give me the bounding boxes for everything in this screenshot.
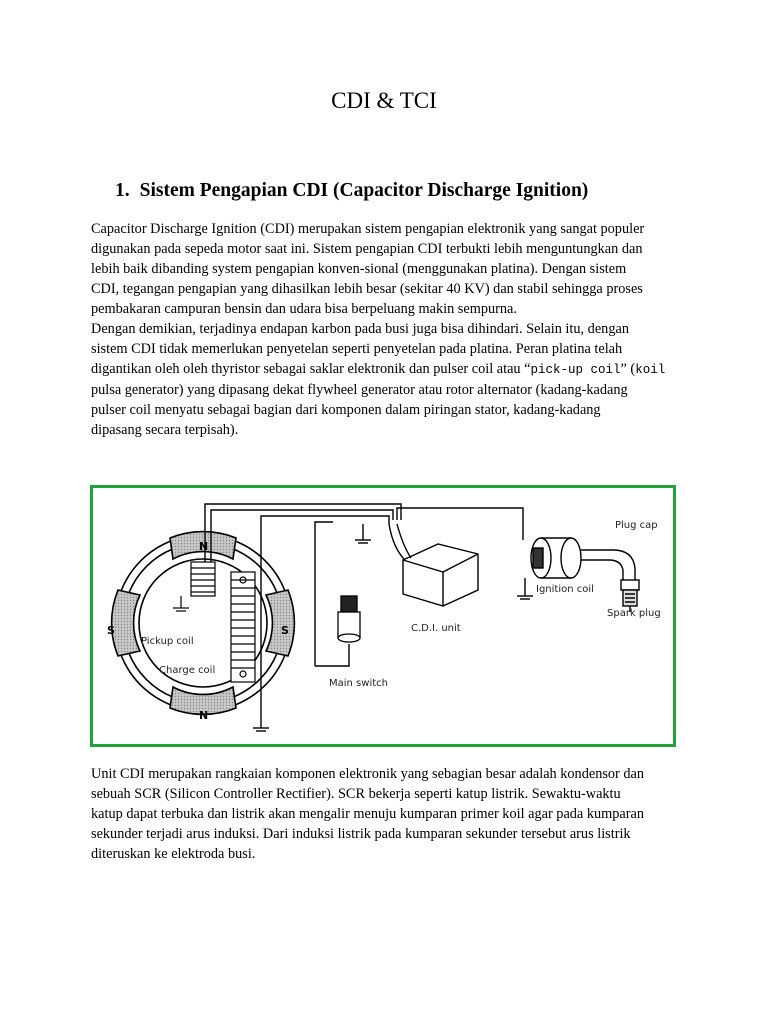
paragraph-intro <box>91 219 691 319</box>
pole-label-top: N <box>199 540 209 553</box>
paragraph-line: pembakaran campuran bensin dan udara bisa berpeluang makin sempurna. <box>91 301 517 317</box>
paragraph-line: pulser coil menyatu sebagai bagian dari komponen dalam piringan stator, kadang-kadang <box>91 402 601 418</box>
paragraph-cdi-unit <box>91 764 691 864</box>
spark-plug-shape <box>581 550 639 612</box>
paragraph-line-mixed <box>91 359 691 380</box>
section-title: Sistem Pengapian CDI (Capacitor Discharge Ignition) <box>139 180 589 201</box>
text-run: digantikan oleh oleh thyristor sebagai saklar elektronik dan pulser coil atau “ <box>91 361 531 377</box>
text-run: ” ( <box>620 361 636 377</box>
pole-label-left: S <box>107 624 115 637</box>
paragraph-line: sebuah SCR (Silicon Controller Rectifier). SCR bekerja seperti katup listrik. Sewaktu-waktu <box>91 786 621 802</box>
main-switch-shape <box>338 596 360 642</box>
label-plug-cap: Plug cap <box>615 520 658 531</box>
pickup-coil-shape <box>173 562 215 611</box>
label-ignition-coil: Ignition coil <box>536 584 594 595</box>
label-charge-coil: Charge coil <box>159 665 216 676</box>
paragraph-line: Unit CDI merupakan rangkaian komponen elektronik yang sebagian besar adalah kondensor dan <box>91 766 645 782</box>
paragraph-line: CDI, tegangan pengapian yang dihasilkan lebih besar (sekitar 40 KV) dan stabil sehingga proses <box>91 281 643 297</box>
code-text: pick-up coil <box>530 363 621 377</box>
paragraph-line: sistem CDI tidak memerlukan penyetelan seperti penyetelan pada platina. Peran platina telah <box>91 341 623 357</box>
paragraph-line: lebih baik dibanding system pengapian konven-sional (menggunakan platina). Dengan sistem <box>91 261 627 277</box>
cdi-unit-shape <box>389 524 478 606</box>
charge-coil-shape <box>231 572 255 682</box>
paragraph-platina <box>91 319 691 440</box>
pole-label-bottom: N <box>199 709 209 722</box>
paragraph-line: katup dapat terbuka dan listrik akan mengalir menuju kumparan primer koil agar pada kumparan <box>91 806 645 822</box>
section-heading <box>115 180 588 202</box>
flywheel-stator <box>112 532 295 715</box>
paragraph-line: sekunder terjadi arus induksi. Dari induksi listrik pada kumparan sekunder tersebut arus listrik <box>91 826 631 842</box>
label-main-switch: Main switch <box>329 678 388 689</box>
section-number: 1. <box>115 180 130 201</box>
paragraph-line: diteruskan ke elektroda busi. <box>91 846 256 862</box>
paragraph-line: digunakan pada sepeda motor saat ini. Sistem pengapian CDI terbukti lebih menguntungkan dan <box>91 241 643 257</box>
paragraph-line: dipasang secara terpisah). <box>91 422 239 438</box>
label-pickup-coil: Pickup coil <box>141 636 194 647</box>
code-text: koil <box>635 363 666 377</box>
paragraph-line: pulsa generator) yang dipasang dekat flywheel generator atau rotor alternator (kadang-kadang <box>91 382 628 398</box>
pole-label-right: S <box>281 624 289 637</box>
paragraph-line: Capacitor Discharge Ignition (CDI) merupakan sistem pengapian elektronik yang sangat populer <box>91 221 645 237</box>
cdi-wiring-diagram <box>90 485 676 747</box>
diagram-svg <box>93 488 673 744</box>
label-spark-plug: Spark plug <box>607 608 661 619</box>
paragraph-line: Dengan demikian, terjadinya endapan karbon pada busi juga bisa dihindari. Selain itu, dengan <box>91 321 629 337</box>
label-cdi-unit: C.D.I. unit <box>411 623 461 634</box>
page-title: CDI & TCI <box>331 88 437 113</box>
ignition-coil-shape <box>531 538 581 578</box>
